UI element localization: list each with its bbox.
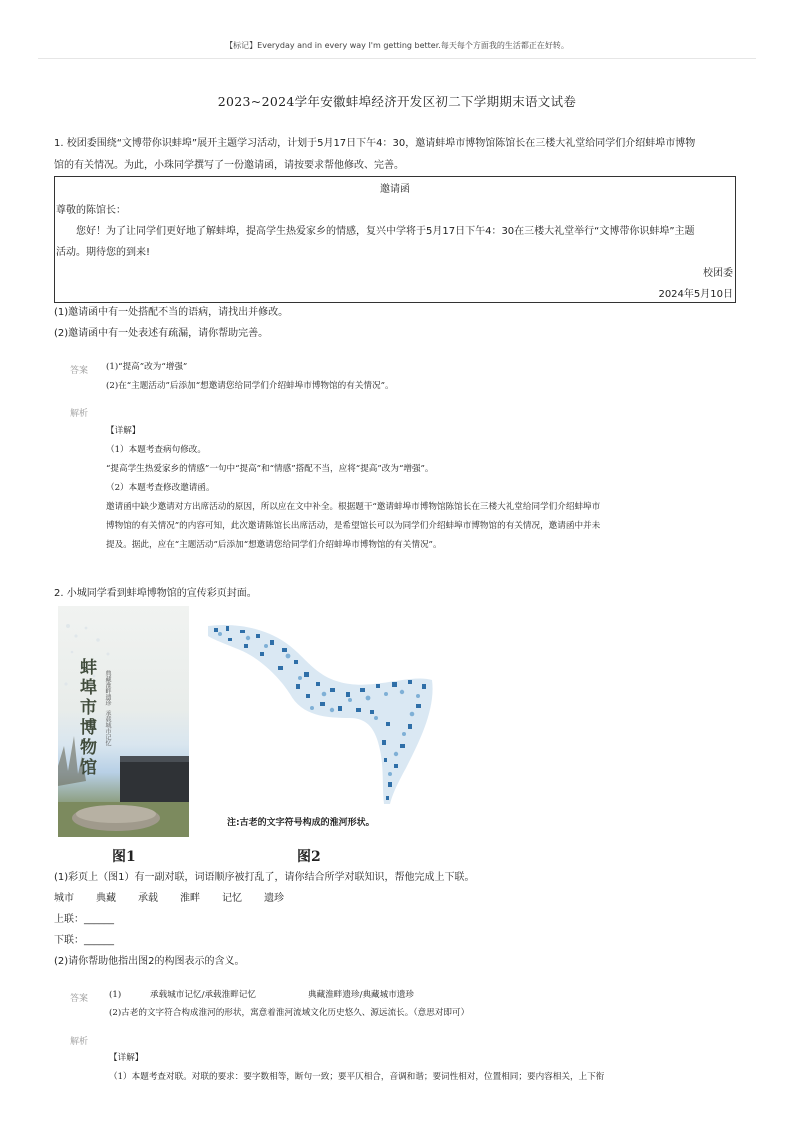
word-item: 典藏 (96, 893, 116, 904)
q1-analysis-line1: （1）本题考查病句修改。 (106, 445, 206, 455)
q1-analysis-line5: 博物馆的有关情况”的内容可知，此次邀请陈馆长出席活动，是希望馆长可以为同学们介绍蚌埠市博物馆的有关情况，邀请函中并未 (106, 521, 601, 531)
word-item: 淮畔 (180, 893, 200, 904)
letter-date: 2024年5月10日 (658, 289, 733, 300)
header-divider (38, 58, 756, 59)
q2-upper-line: 上联：______ (54, 914, 114, 925)
q2-word-list (54, 888, 306, 910)
q2-lower-line: 下联：______ (54, 935, 114, 946)
invitation-letter-box (54, 176, 736, 303)
letter-title: 邀请函 (380, 184, 410, 195)
q2-answer-1a: 承载城市记忆/承载淮畔记忆 (150, 990, 257, 1000)
q1-stem-line1: 1. 校团委围绕“文博带你识蚌埠”展开主题学习活动，计划于5月17日下午4：30，邀请蚌埠市博物馆陈馆长在三楼大礼堂给同学们介绍蚌埠市博物 (54, 138, 696, 149)
q2-sub2: (2)请你帮助他指出图2的构图表示的含义。 (54, 956, 245, 967)
q2-answer-2: (2)古老的文字符合构成淮河的形状，寓意着淮河流域文化历史悠久、源远流长。（意思对即可） (109, 1008, 470, 1018)
letter-salutation: 尊敬的陈馆长： (56, 205, 126, 216)
q1-analysis-line2: “提高学生热爱家乡的情感”一句中“提高”和“情感”搭配不当，应将“提高”改为“增强”。 (106, 464, 434, 474)
figure2-note: 注:古老的文字符号构成的淮河形状。 (227, 818, 375, 828)
q1-analysis-line3: （2）本题考查修改邀请函。 (106, 483, 215, 493)
huai-river-figure (200, 618, 445, 808)
header-motto: 【标记】Everyday and in every way I'm getting better.每天每个方面我的生活都正在好转。 (225, 41, 569, 50)
q1-sub1: (1)邀请函中有一处搭配不当的语病，请找出并修改。 (54, 307, 289, 318)
page-title: 2023~2024学年安徽蚌埠经济开发区初二下学期期末语文试卷 (217, 94, 577, 109)
figure1-label: 图1 (112, 849, 136, 865)
q1-answer-2: (2)在“主题活动”后添加“想邀请您给同学们介绍蚌埠市博物馆的有关情况”。 (106, 381, 394, 391)
q2-analysis-head: 【详解】 (109, 1053, 144, 1063)
q2-answer-label: 答案 (70, 994, 89, 1004)
letter-body-line2: 活动。期待您的到来! (56, 247, 151, 258)
museum-brochure-image (58, 606, 189, 837)
q1-stem-line2: 馆的有关情况。为此，小珠同学撰写了一份邀请函，请按要求帮他修改、完善。 (54, 160, 404, 171)
q2-answer-1-num: (1) (109, 990, 122, 1000)
word-item: 遗珍 (264, 893, 284, 904)
word-item: 承载 (138, 893, 158, 904)
q2-analysis-line1: （1）本题考查对联。对联的要求：要字数相等，断句一致；要平仄相合，音调和谐；要词性相对，位置相同；要内容相关，上下衔 (109, 1072, 605, 1082)
q1-sub2: (2)邀请函中有一处表述有疏漏，请你帮助完善。 (54, 328, 269, 339)
brochure-subtitle-1: 典藏淮畔遗珍 (104, 670, 111, 706)
q1-answer-label: 答案 (70, 366, 89, 376)
q1-analysis-line6: 提及。据此，应在“主题活动”后添加“想邀请您给同学们介绍蚌埠市博物馆的有关情况”。 (106, 540, 442, 550)
q1-analysis-line4: 邀请函中缺少邀请对方出席活动的原因，所以应在文中补全。根据题干“邀请蚌埠市博物馆陈馆长在三楼大礼堂给同学们介绍蚌埠市 (106, 502, 601, 512)
letter-signature: 校团委 (703, 268, 733, 279)
q2-answer-1b: 典藏淮畔遗珍/典藏城市遗珍 (308, 990, 415, 1000)
q2-stem: 2. 小城同学看到蚌埠博物馆的宣传彩页封面。 (54, 588, 257, 599)
word-item: 城市 (54, 893, 74, 904)
brochure-title: 蚌埠市博物馆 (76, 658, 96, 778)
figure2-label: 图2 (297, 849, 321, 865)
q1-analysis-label: 解析 (70, 409, 89, 419)
brochure-subtitle-2: 承载城市记忆 (104, 710, 111, 746)
q2-analysis-label: 解析 (70, 1037, 89, 1047)
word-item: 记忆 (222, 893, 242, 904)
q1-answer-1: (1)“提高”改为“增强” (106, 362, 188, 372)
q2-sub1: (1)彩页上（图1）有一副对联，词语顺序被打乱了，请你结合所学对联知识，帮他完成上下联。 (54, 872, 475, 883)
letter-body-line1: 您好！为了让同学们更好地了解蚌埠，提高学生热爱家乡的情感，复兴中学将于5月17日下午4：30在三楼大礼堂举行“文博带你识蚌埠”主题 (76, 226, 695, 237)
q1-analysis-head: 【详解】 (106, 426, 141, 436)
